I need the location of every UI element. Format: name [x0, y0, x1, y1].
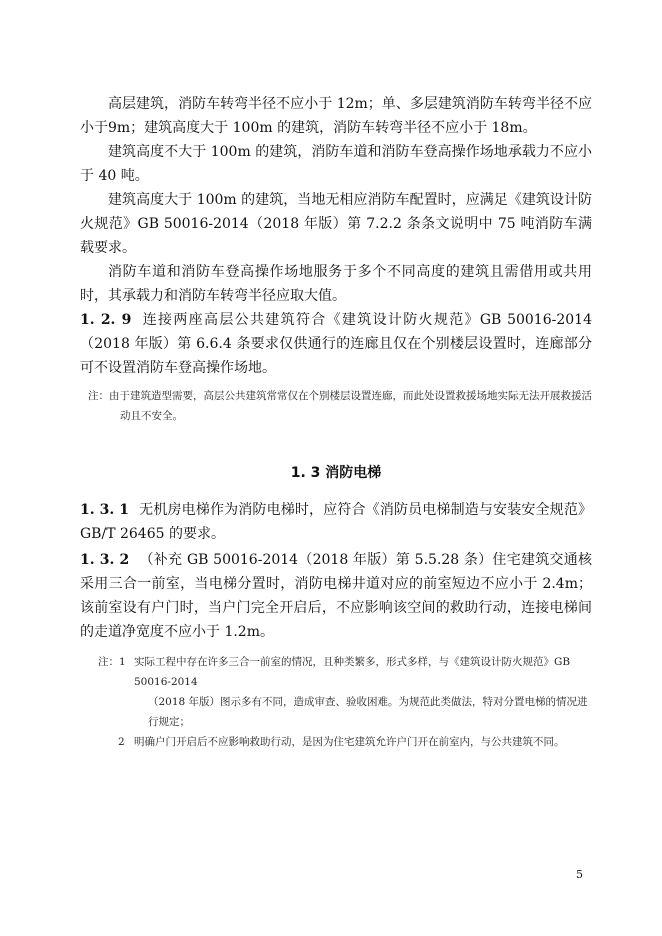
paragraph-shared-access: 消防车道和消防车登高操作场地服务于多个不同高度的建筑且需借用或共用时，其承载力和消防车转弯半径应取大值。	[80, 264, 592, 304]
clause-1-3-1	[80, 498, 592, 546]
page-number: 5	[576, 868, 583, 881]
clause-number: 1. 3. 1	[80, 502, 130, 518]
notes-1-3-2	[80, 652, 592, 752]
note-line: 动且不安全。	[120, 410, 183, 422]
clause-number: 1. 3. 2	[80, 552, 130, 568]
clause-text: （补充 GB 50016-2014（2018 年版）第 5.5.28 条）住宅建筑交通核采用三合一前室，当电梯分置时，消防电梯井道对应的前室短边不应小于 2.4m；该前室设有户门时，当户门完全开启后，不应影响该空间的救助行动，连接电梯间的走道净宽度不应小于 1.2m。	[80, 552, 592, 640]
clause-text: 无机房电梯作为消防电梯时，应符合《消防员电梯制造与安装安全规范》GB/T 26465 的要求。	[80, 502, 592, 542]
note-item-1	[98, 652, 592, 732]
section-title: 1. 3 消防电梯	[290, 465, 382, 481]
paragraph-high-rise-fire-truck: 建筑高度大于 100m 的建筑，当地无相应消防车配置时，应满足《建筑设计防火规范》GB 50016-2014（2018 年版）第 7.2.2 条条文说明中 75 吨消防车满载要求。	[80, 192, 592, 256]
note-1-2-9	[80, 386, 592, 426]
paragraph-turning-radius: 高层建筑，消防车转弯半径不应小于 12m；单、多层建筑消防车转弯半径不应小于9m；建筑高度大于 100m 的建筑，消防车转弯半径不应小于 18m。	[80, 96, 592, 136]
note-line: 实际工程中存在许多三合一前室的情况，且种类繁多，形式多样，与《建筑设计防火规范》GB 50016-2014	[134, 656, 571, 688]
note-label: 注：1	[98, 656, 126, 668]
note-line: 注：由于建筑造型需要，高层公共建筑常常仅在个别楼层设置连廊，而此处设置救援场地实际无法开展救援活	[88, 390, 592, 402]
note-line: （2018 年版）图示多有不同，造成审查、验收困难。为规范此类做法，特对分置电梯的情况进行规定；	[148, 696, 588, 728]
note-number: 2	[118, 736, 125, 748]
note-line: 明确户门开启后不应影响救助行动，是因为住宅建筑允许户门开在前室内，与公共建筑不同。	[134, 736, 565, 748]
paragraph-load-capacity: 建筑高度不大于 100m 的建筑，消防车道和消防车登高操作场地承载力不应小于 40 吨。	[80, 144, 592, 184]
clause-text: 连接两座高层公共建筑符合《建筑设计防火规范》GB 50016-2014（2018 年版）第 6.6.4 条要求仅供通行的连廊且仅在个别楼层设置时，连廊部分可不设置消防车登高操作场地。	[80, 312, 592, 376]
clause-1-2-9	[80, 308, 592, 380]
document-page	[80, 92, 592, 752]
clause-number: 1. 2. 9	[80, 312, 132, 328]
clause-1-3-2	[80, 548, 592, 644]
note-item-2	[98, 732, 592, 752]
